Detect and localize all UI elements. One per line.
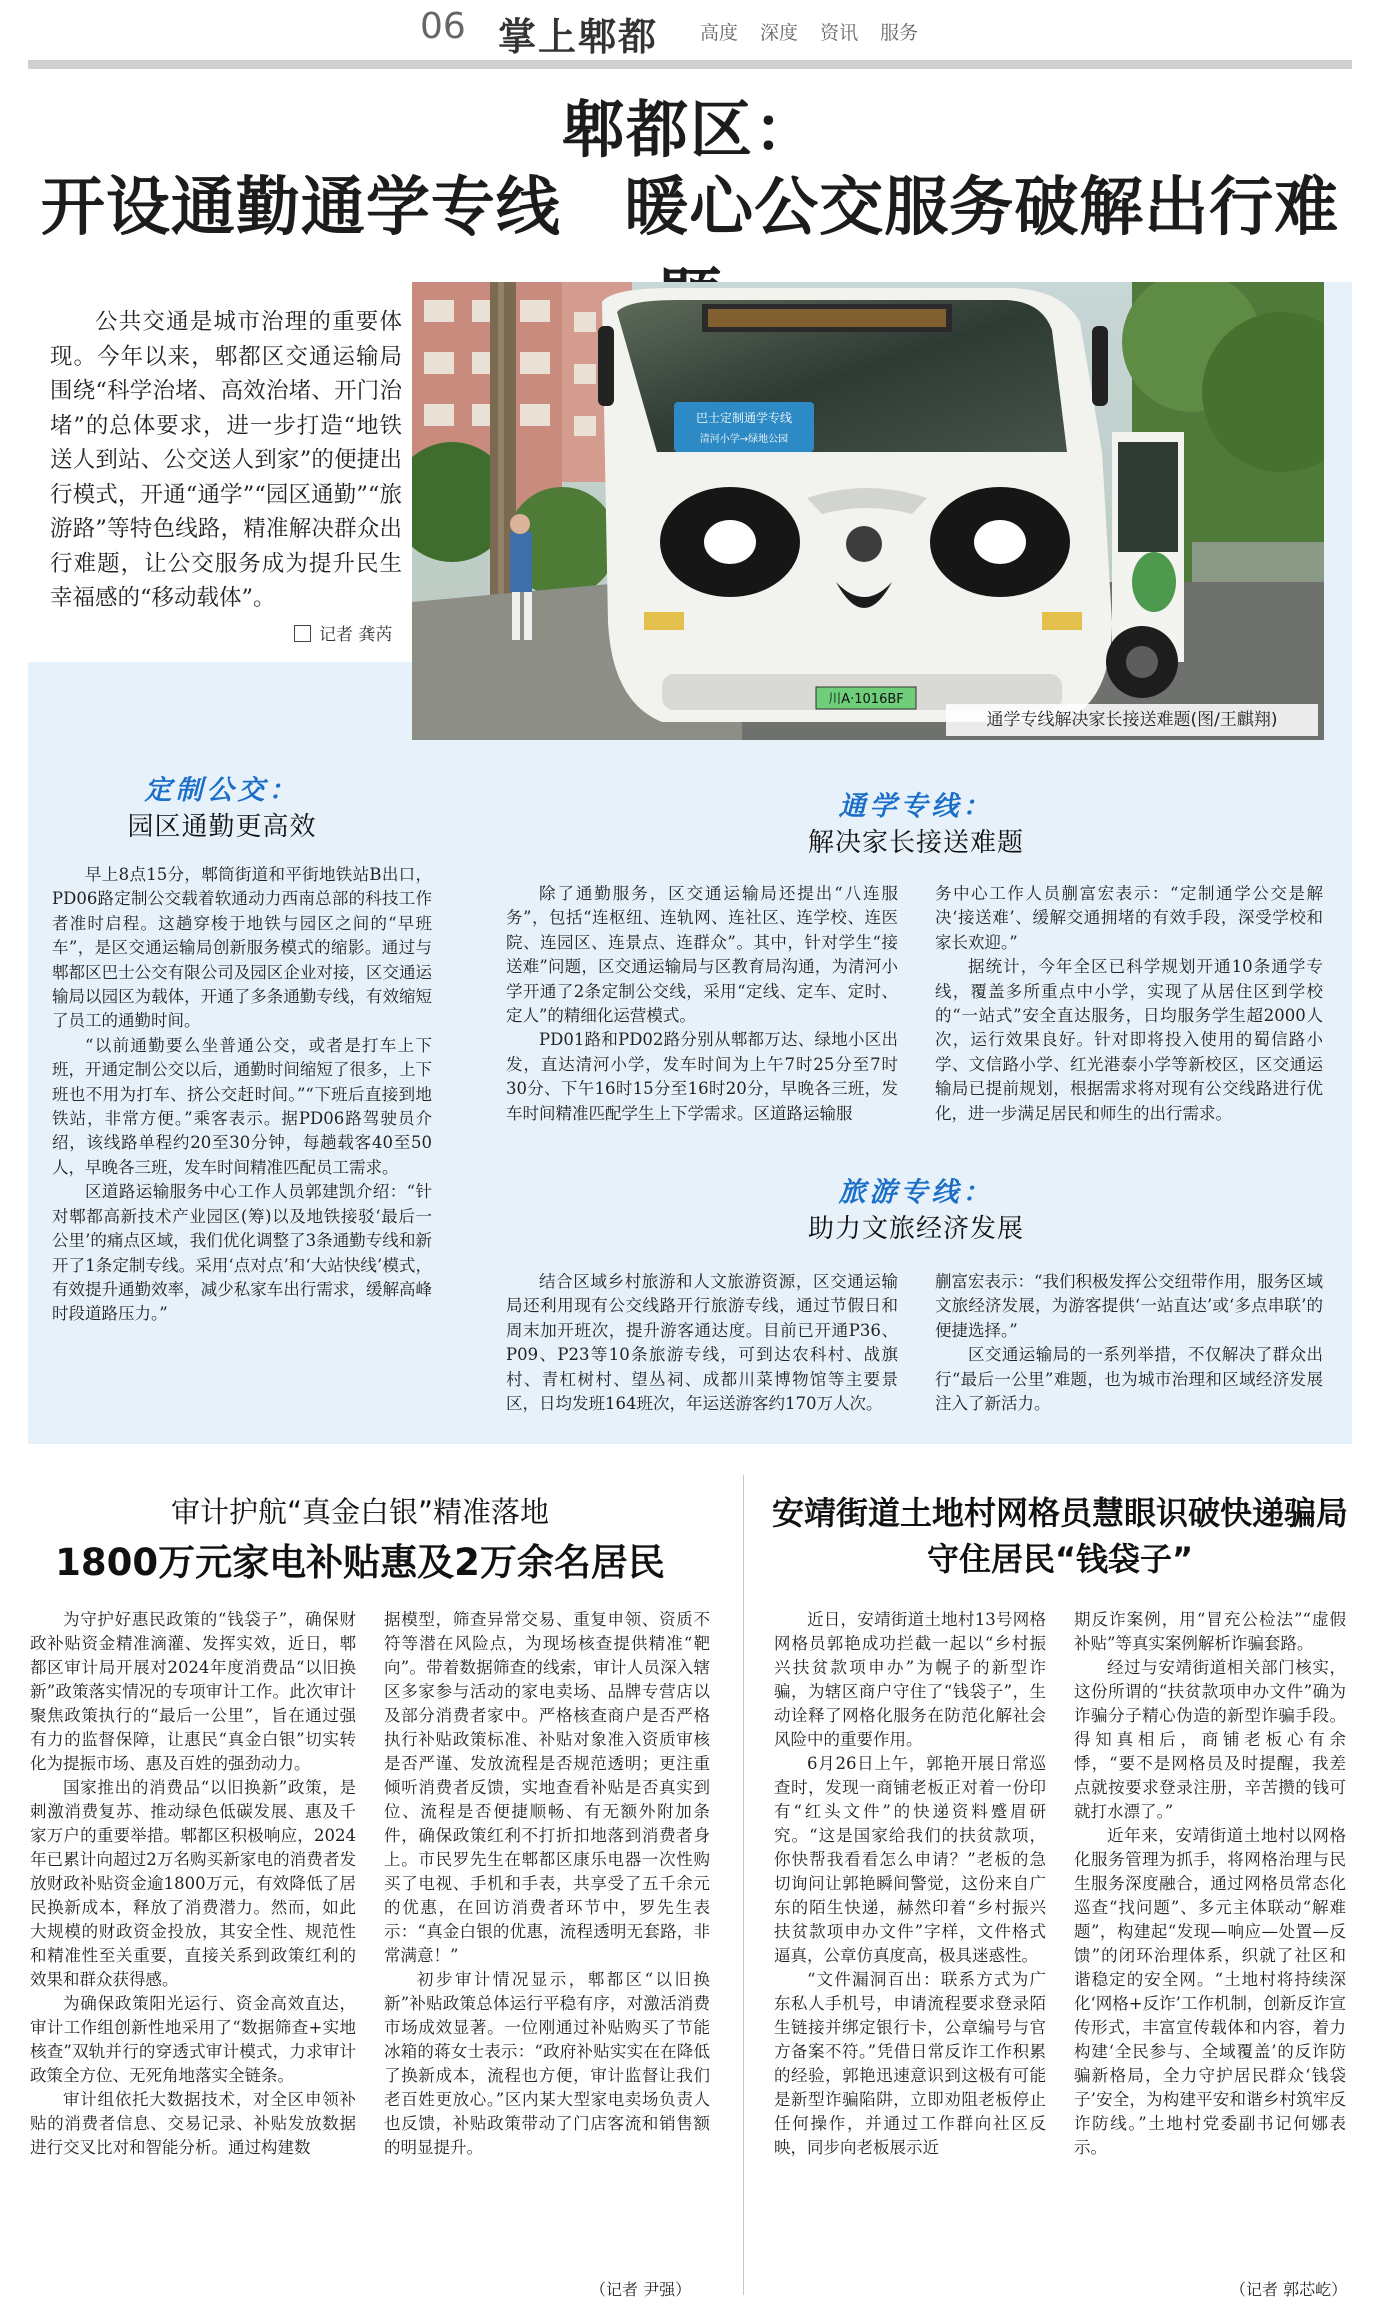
s2-paragraph: 除了通勤服务，区交通运输局还提出“八连服务”，包括“连枢纽、连轨网、连社区、连学校、连医院、连园区、连景点、连群众”。其中，针对学生“接送难”问题，区交通运输局与区教育局沟通，为清河小学开通了2条定制公交线，采用“定线、定车、定时、定人”的精细化运营模式。 <box>506 884 898 1026</box>
article2-paragraph: 审计组依托大数据技术，对全区申领补贴的消费者信息、交易记录、补贴发放数据进行交叉比对和智能分析。通过构建数 <box>30 2090 356 2157</box>
article3-title <box>760 1490 1360 1582</box>
bus-illustration <box>412 282 1324 740</box>
lead-paragraph: 公共交通是城市治理的重要体现。今年以来，郫都区交通运输局围绕“科学治堵、高效治堵、开门治堵”的总体要求，进一步打造“地铁送人到站、公交送人到家”的便捷出行模式，开通“通学”“园区通勤”“旅游路”等特色线路，精准解决群众出行难题，让公交服务成为提升民生幸福感的“移动载体”。 <box>50 309 402 611</box>
column-divider <box>743 1475 744 2295</box>
s2-kicker: 通学专线： <box>838 791 994 822</box>
s2-title: 解决家长接送难题 <box>807 828 1024 858</box>
article3-paragraph: “文件漏洞百出：联系方式为广东私人手机号，申请流程要求登录陌生链接并绑定银行卡，公章编号与官方备案不符。”凭借日常反诈工作积累的经验，郭艳迅速意识到这极有可能是新型诈骗陷阱，立即劝阻老板停止任何操作，并通过工作群向社区反映，同步向老板展示近 <box>774 1970 1046 2157</box>
article3-title-line2: 守住居民“钱袋子” <box>926 1540 1194 1578</box>
section-title: 掌上郫都 <box>498 15 659 59</box>
byline-text: 记者 龚芮 <box>319 625 393 645</box>
s1-body <box>52 863 432 1327</box>
s2-body-a <box>506 882 898 1126</box>
article2-paragraph: 据模型，筛查异常交易、重复申领、资质不符等潜在风险点，为现场核查提供精准“靶向”。带着数据筛查的线索，审计人员深入辖区多家参与活动的家电卖场、品牌专营店以及部分消费者家中。严格核查商户是否严格执行补贴政策标准、补贴对象准入资质审核是否严谨、发放流程是否规范透明；更注重倾听消费者反馈，实地查看补贴是否真实到位、流程是否便捷顺畅、有无额外附加条件，确保政策红利不打折扣地落到消费者身上。市民罗先生在郫都区康乐电器一次性购买了电视、手机和手表，共享受了五千余元的优惠，在回访消费者环节中，罗先生表示：“真金白银的优惠，流程透明无套路，非常满意！” <box>384 1610 710 1965</box>
byline <box>294 620 392 645</box>
article2-body-a <box>30 1608 356 2160</box>
article3-paragraph: 近年来，安靖街道土地村以网格化服务管理为抓手，将网格治理与民生服务深度融合，通过网格员常态化巡查“找问题”、多元主体联动“解难题”，构建起“发现—响应—处置—反馈”的闭环治理体系，织就了社区和谐稳定的安全网。“土地村将持续深化‘网格+反诈’工作机制，创新反诈宣传形式，丰富宣传载体和内容，着力构建‘全民参与、全域覆盖’的反诈防骗新格局，全力守护居民群众‘钱袋子’安全，为构建平安和谐乡村筑牢反诈防线。”土地村党委副书记何娜表示。 <box>1074 1826 1346 2157</box>
s1-paragraph: 区道路运输服务中心工作人员郭建凯介绍：“针对郫都高新技术产业园区(筹)以及地铁接驳‘最后一公里’的痛点区域，我们优化调整了3条通勤专线和新开了1条定制专线。采用‘点对点’和‘大站快线’模式，有效提升通勤效率，减少私家车出行需求，缓解高峰时段道路压力。” <box>52 1182 432 1324</box>
bus-plate: 川A·1016BF <box>828 692 904 707</box>
article3-body-b <box>1074 1608 1346 2160</box>
s1-title: 园区通勤更高效 <box>127 812 317 842</box>
bus-sign-sub: 清河小学→绿地公园 <box>699 434 789 445</box>
byline-box-icon <box>294 625 311 642</box>
s3-paragraph: 结合区域乡村旅游和人文旅游资源，区交通运输局还利用现有公交线路开行旅游专线，通过节假日和周末加开班次，提升游客通达度。目前已开通P36、P09、P23等10条旅游专线，可到达农科村、战旗村、青杠树村、望丛祠、成都川菜博物馆等主要景区，日均发班164班次，年运送游客约170万人次。 <box>506 1272 898 1414</box>
s2-body-b <box>935 882 1323 1126</box>
article3-paragraph: 6月26日上午，郭艳开展日常巡查时，发现一商铺老板正对着一份印有“红头文件”的快递资料蹙眉研究。“这是国家给我们的扶贫款项，你快帮我看看怎么申请？”老板的急切询问让郭艳瞬间警觉，这份来自广东的陌生快递，赫然印着“乡村振兴扶贫款项申办文件”字样，文件格式逼真，公章仿真度高，极具迷惑性。 <box>774 1754 1046 1965</box>
s2-paragraph: 务中心工作人员蒯富宏表示：“定制通学公交是解决‘接送难’、缓解交通拥堵的有效手段，深受学校和家长欢迎。” <box>935 884 1323 952</box>
article2-paragraph: 为守护好惠民政策的“钱袋子”，确保财政补贴资金精准滴灌、发挥实效，近日，郫都区审计局开展对2024年度消费品“以旧换新”政策落实情况的专项审计工作。此次审计聚焦政策执行的“最后一公里”，旨在通过强有力的监督保障，让惠民“真金白银”切实转化为提振市场、惠及百姓的强劲动力。 <box>30 1610 356 1773</box>
article3-paragraph: 期反诈案例，用“冒充公检法”“虚假补贴”等真实案例解析诈骗套路。 <box>1074 1610 1346 1653</box>
s3-kicker: 旅游专线： <box>838 1177 994 1208</box>
article2-reporter: （记者 尹强） <box>590 2280 692 2299</box>
article3-paragraph: 近日，安靖街道土地村13号网格网格员郭艳成功拦截一起以“乡村振兴扶贫款项申办”为幌子的新型诈骗，为辖区商户守住了“钱袋子”，生动诠释了网格化服务在防范化解社会风险中的重要作用。 <box>774 1610 1046 1749</box>
article2-body-b <box>384 1608 710 2160</box>
s2-paragraph: PD01路和PD02路分别从郫都万达、绿地小区出发，直达清河小学，发车时间为上午7时25分至7时30分、下午16时15分至16时20分，早晚各三班，发车时间精准匹配学生上下学需求。区道路运输服 <box>506 1030 898 1123</box>
bus-sign-text: 巴士定制通学专线 <box>695 411 793 425</box>
article2-paragraph: 初步审计情况显示，郫都区“以旧换新”补贴政策总体运行平稳有序，对激活消费市场成效显著。一位刚通过补贴购买了节能冰箱的蒋女士表示：“政府补贴实实在在降低了换新成本，流程也方便，审计监督让我们老百姓更放心。”区内某大型家电卖场负责人也反馈，补贴政策带动了门店客流和销售额的明显提升。 <box>384 1970 710 2157</box>
article2-subtitle: 审计护航“真金白银”精准落地 <box>170 1495 550 1529</box>
s2-paragraph: 据统计，今年全区已科学规划开通10条通学专线，覆盖多所重点中小学，实现了从居住区到学校的“一站式”安全直达服务，日均服务学生超2000人次，运行效果良好。针对即将投入使用的蜀信路小学、文信路小学、红光港泰小学等新校区，区交通运输局已提前规划，根据需求将对现有公交线路进行优化，进一步满足居民和师生的出行需求。 <box>935 957 1323 1123</box>
s3-paragraph: 区交通运输局的一系列举措，不仅解决了群众出行“最后一公里”难题，也为城市治理和区域经济发展注入了新活力。 <box>935 1345 1323 1414</box>
s3-title: 助力文旅经济发展 <box>807 1214 1024 1244</box>
s1-kicker: 定制公交： <box>144 775 300 806</box>
article2-paragraph: 国家推出的消费品“以旧换新”政策，是刺激消费复苏、推动绿色低碳发展、惠及千家万户的重要举措。郫都区积极响应，2024年已累计向超过2万名购买新家电的消费者发放财政补贴资金逾1800万元，有效降低了居民换新成本，释放了消费潜力。然而，如此大规模的财政资金投放，其安全性、规范性和精准性至关重要，直接关系到政策红利的效果和群众获得感。 <box>30 1778 356 1989</box>
article3-paragraph: 经过与安靖街道相关部门核实，这份所谓的“扶贫款项申办文件”确为诈骗分子精心伪造的新型诈骗手段。得知真相后，商铺老板心有余悸，“要不是网格员及时提醒，我差点就按要求登录注册，辛苦攒的钱可就打水漂了。” <box>1074 1658 1346 1821</box>
article3-body-a <box>774 1608 1046 2160</box>
s1-paragraph: 早上8点15分，郫筒街道和平街地铁站B出口，PD06路定制公交载着软通动力西南总部的科技工作者准时启程。这趟穿梭于地铁与园区之间的“早班车”，是区交通运输局创新服务模式的缩影。通过与郫都区巴士公交有限公司及园区企业对接，区交通运输局以园区为载体，开通了多条通勤专线，有效缩短了员工的通勤时间。 <box>52 865 432 1031</box>
s3-body-a <box>506 1270 898 1416</box>
main-headline: 开设通勤通学专线 暖心公交服务破解出行难 <box>40 171 1340 245</box>
page-number: 06 <box>420 6 466 47</box>
section-subtags: 高度 深度 资讯 服务 <box>700 22 919 44</box>
header-rule <box>28 60 1352 69</box>
article3-title-line1: 安靖街道土地村网格员慧眼识破快递骗局 <box>771 1494 1348 1532</box>
main-kicker: 郫都区： <box>561 93 818 166</box>
s3-paragraph: 蒯富宏表示：“我们积极发挥公交纽带作用，服务区域文旅经济发展，为游客提供‘一站直达’或‘多点串联’的便捷选择。” <box>935 1272 1323 1340</box>
bus-photo <box>412 282 1324 740</box>
article2-paragraph: 为确保政策阳光运行、资金高效直达，审计工作组创新性地采用了“数据筛查+实地核查”双轨并行的穿透式审计模式，力求审计政策全方位、无死角地落实全链条。 <box>30 1994 356 2085</box>
article3-reporter: （记者 郭芯屹） <box>1230 2280 1348 2299</box>
photo-caption: 通学专线解决家长接送难题(图/王麒翔) <box>946 704 1318 736</box>
article2-title: 1800万元家电补贴惠及2万余名居民 <box>55 1541 665 1584</box>
s1-paragraph: “以前通勤要么坐普通公交，或者是打车上下班，开通定制公交以后，通勤时间缩短了很多，上下班也不用为打车、挤公交赶时间。”“下班后直接到地铁站，非常方便。”乘客表示。据PD06路驾驶员介绍，该线路单程约20至30分钟，每趟载客40至50人，早晚各三班，发车时间精准匹配员工需求。 <box>52 1035 432 1177</box>
s3-body-b <box>935 1270 1323 1416</box>
